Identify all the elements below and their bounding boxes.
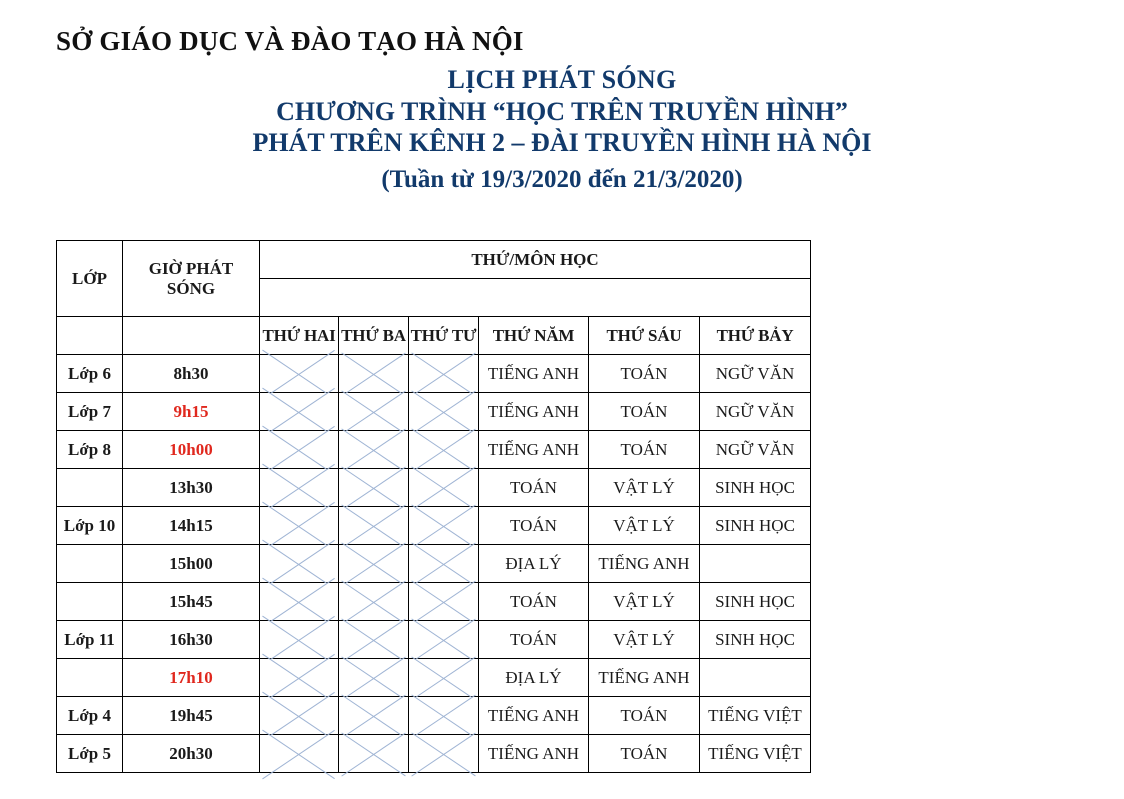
table-header-row-1 bbox=[57, 241, 811, 279]
cell-thursday: TIẾNG ANH bbox=[479, 735, 589, 773]
cell-monday bbox=[260, 507, 339, 545]
cell-thursday: TIẾNG ANH bbox=[479, 431, 589, 469]
cell-thursday: TIẾNG ANH bbox=[479, 355, 589, 393]
cell-wednesday bbox=[409, 469, 479, 507]
schedule-table-wrapper bbox=[56, 240, 811, 773]
cell-friday: VẬT LÝ bbox=[589, 469, 700, 507]
cell-tuesday bbox=[339, 507, 409, 545]
row-time: 16h30 bbox=[123, 621, 260, 659]
cell-wednesday bbox=[409, 659, 479, 697]
cell-saturday: SINH HỌC bbox=[700, 507, 811, 545]
schedule-table-body bbox=[57, 241, 811, 773]
cell-saturday: TIẾNG VIỆT bbox=[700, 697, 811, 735]
cell-monday bbox=[260, 697, 339, 735]
row-class: Lớp 5 bbox=[57, 735, 123, 773]
heading-broadcast-schedule: LỊCH PHÁT SÓNG bbox=[447, 65, 677, 94]
cell-wednesday bbox=[409, 431, 479, 469]
cell-wednesday bbox=[409, 507, 479, 545]
row-time: 14h15 bbox=[123, 507, 260, 545]
heading-program-name: CHƯƠNG TRÌNH “HỌC TRÊN TRUYỀN HÌNH” bbox=[276, 96, 848, 126]
header-days-group: THỨ/MÔN HỌC bbox=[260, 241, 811, 279]
cell-tuesday bbox=[339, 621, 409, 659]
header-broadcast-time-line1: GIỜ PHÁT bbox=[148, 259, 234, 279]
table-row bbox=[57, 355, 811, 393]
cell-monday bbox=[260, 393, 339, 431]
cell-thursday: ĐỊA LÝ bbox=[479, 545, 589, 583]
cell-wednesday bbox=[409, 621, 479, 659]
table-row bbox=[57, 393, 811, 431]
cell-tuesday bbox=[339, 355, 409, 393]
table-row bbox=[57, 431, 811, 469]
cell-tuesday bbox=[339, 393, 409, 431]
cell-saturday: SINH HỌC bbox=[700, 583, 811, 621]
table-row bbox=[57, 469, 811, 507]
cell-wednesday bbox=[409, 735, 479, 773]
day-label-saturday: THỨ BẢY bbox=[700, 317, 811, 355]
cell-wednesday bbox=[409, 697, 479, 735]
cell-friday: VẬT LÝ bbox=[589, 621, 700, 659]
day-label-wednesday: THỨ TƯ bbox=[409, 317, 479, 355]
day-label-friday: THỨ SÁU bbox=[589, 317, 700, 355]
row-class bbox=[57, 545, 123, 583]
row-time: 13h30 bbox=[123, 469, 260, 507]
day-label-monday: THỨ HAI bbox=[260, 317, 339, 355]
row-class: Lớp 6 bbox=[57, 355, 123, 393]
cell-saturday: TIẾNG VIỆT bbox=[700, 735, 811, 773]
table-row bbox=[57, 735, 811, 773]
cell-monday bbox=[260, 621, 339, 659]
cell-tuesday bbox=[339, 583, 409, 621]
cell-friday: TOÁN bbox=[589, 355, 700, 393]
cell-tuesday bbox=[339, 659, 409, 697]
cell-thursday: TOÁN bbox=[479, 507, 589, 545]
cell-friday: TOÁN bbox=[589, 431, 700, 469]
cell-saturday: NGỮ VĂN bbox=[700, 355, 811, 393]
row-class bbox=[57, 583, 123, 621]
day-row-class-spacer bbox=[57, 317, 123, 355]
cell-wednesday bbox=[409, 545, 479, 583]
department-title: SỞ GIÁO DỤC VÀ ĐÀO TẠO HÀ NỘI bbox=[56, 26, 524, 56]
row-class bbox=[57, 469, 123, 507]
cell-saturday: NGỮ VĂN bbox=[700, 431, 811, 469]
day-label-tuesday: THỨ BA bbox=[339, 317, 409, 355]
cell-thursday: TIẾNG ANH bbox=[479, 393, 589, 431]
cell-tuesday bbox=[339, 431, 409, 469]
row-time: 15h00 bbox=[123, 545, 260, 583]
cell-saturday-highlight bbox=[700, 545, 811, 583]
header-broadcast-time-line2: SÓNG bbox=[166, 278, 216, 298]
cell-saturday: SINH HỌC bbox=[700, 469, 811, 507]
cell-friday: TOÁN bbox=[589, 735, 700, 773]
cell-thursday: TIẾNG ANH bbox=[479, 697, 589, 735]
row-time: 17h10 bbox=[123, 659, 260, 697]
cell-monday bbox=[260, 355, 339, 393]
table-row bbox=[57, 621, 811, 659]
cell-monday bbox=[260, 735, 339, 773]
cell-monday bbox=[260, 659, 339, 697]
cell-saturday: NGỮ VĂN bbox=[700, 393, 811, 431]
cell-saturday-highlight bbox=[700, 659, 811, 697]
cell-monday bbox=[260, 583, 339, 621]
cell-monday bbox=[260, 469, 339, 507]
cell-saturday: SINH HỌC bbox=[700, 621, 811, 659]
cell-wednesday bbox=[409, 355, 479, 393]
cell-thursday: TOÁN bbox=[479, 583, 589, 621]
row-class: Lớp 11 bbox=[57, 621, 123, 659]
cell-tuesday bbox=[339, 469, 409, 507]
cell-friday: TOÁN bbox=[589, 393, 700, 431]
row-time: 19h45 bbox=[123, 697, 260, 735]
cell-wednesday bbox=[409, 393, 479, 431]
cell-friday: VẬT LÝ bbox=[589, 507, 700, 545]
row-time: 15h45 bbox=[123, 583, 260, 621]
table-row bbox=[57, 697, 811, 735]
table-row bbox=[57, 507, 811, 545]
cell-friday: TIẾNG ANH bbox=[589, 545, 700, 583]
header-class: LỚP bbox=[57, 241, 123, 317]
row-class: Lớp 7 bbox=[57, 393, 123, 431]
schedule-table bbox=[56, 240, 811, 773]
cell-wednesday bbox=[409, 583, 479, 621]
document-headings bbox=[0, 64, 1124, 196]
header-broadcast-time bbox=[123, 241, 260, 317]
row-class bbox=[57, 659, 123, 697]
table-row bbox=[57, 583, 811, 621]
row-time: 9h15 bbox=[123, 393, 260, 431]
day-row-time-spacer bbox=[123, 317, 260, 355]
heading-channel: PHÁT TRÊN KÊNH 2 – ĐÀI TRUYỀN HÌNH HÀ NỘI bbox=[252, 128, 872, 158]
cell-thursday: TOÁN bbox=[479, 469, 589, 507]
cell-friday: TOÁN bbox=[589, 697, 700, 735]
table-row bbox=[57, 545, 811, 583]
table-day-labels-row bbox=[57, 317, 811, 355]
row-time: 8h30 bbox=[123, 355, 260, 393]
cell-tuesday bbox=[339, 735, 409, 773]
row-time: 20h30 bbox=[123, 735, 260, 773]
cell-tuesday bbox=[339, 697, 409, 735]
header-spacer-cell bbox=[260, 279, 811, 317]
cell-tuesday bbox=[339, 545, 409, 583]
cell-monday bbox=[260, 431, 339, 469]
table-row bbox=[57, 659, 811, 697]
row-time: 10h00 bbox=[123, 431, 260, 469]
cell-friday: TIẾNG ANH bbox=[589, 659, 700, 697]
row-class: Lớp 10 bbox=[57, 507, 123, 545]
row-class: Lớp 8 bbox=[57, 431, 123, 469]
cell-thursday: TOÁN bbox=[479, 621, 589, 659]
cell-friday: VẬT LÝ bbox=[589, 583, 700, 621]
cell-thursday: ĐỊA LÝ bbox=[479, 659, 589, 697]
day-label-thursday: THỨ NĂM bbox=[479, 317, 589, 355]
heading-week-range: (Tuần từ 19/3/2020 đến 21/3/2020) bbox=[381, 166, 743, 194]
cell-monday bbox=[260, 545, 339, 583]
row-class: Lớp 4 bbox=[57, 697, 123, 735]
